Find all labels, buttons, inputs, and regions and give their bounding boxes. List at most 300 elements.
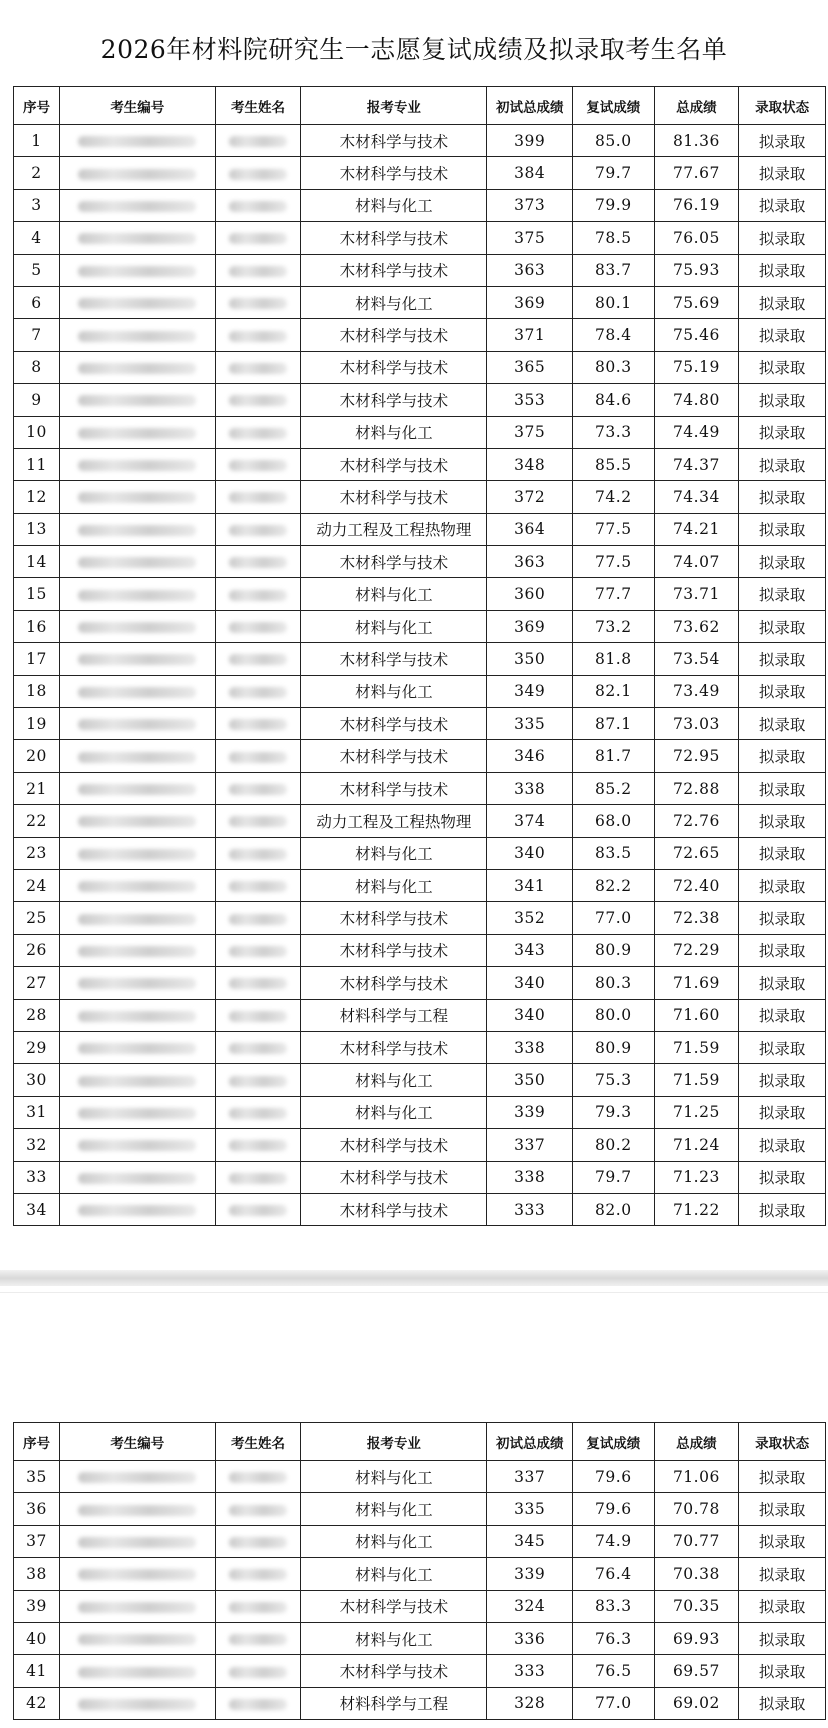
cell-candidate-name — [215, 1064, 301, 1096]
cell-candidate-name — [215, 675, 301, 707]
cell-admission-status: 拟录取 — [739, 967, 826, 999]
cell-index: 6 — [14, 286, 60, 318]
cell-admission-status: 拟录取 — [739, 772, 826, 804]
cell-index: 9 — [14, 384, 60, 416]
cell-total-score: 72.65 — [654, 837, 739, 869]
redacted-blur — [229, 881, 287, 892]
cell-initial-score: 369 — [487, 610, 573, 642]
cell-admission-status: 拟录取 — [739, 1687, 826, 1719]
cell-index: 31 — [14, 1096, 60, 1128]
cell-retest-score: 81.7 — [573, 740, 655, 772]
cell-candidate-id — [59, 934, 215, 966]
cell-initial-score: 343 — [487, 934, 573, 966]
redacted-blur — [229, 1569, 287, 1580]
cell-admission-status: 拟录取 — [739, 1129, 826, 1161]
cell-index: 28 — [14, 999, 60, 1031]
table-row — [14, 351, 826, 383]
redacted-blur — [229, 363, 287, 374]
cell-retest-score: 76.5 — [573, 1655, 655, 1687]
cell-candidate-id — [59, 675, 215, 707]
cell-initial-score: 337 — [487, 1129, 573, 1161]
cell-candidate-id — [59, 837, 215, 869]
cell-major: 木材科学与技术 — [301, 1655, 487, 1687]
table-row — [14, 837, 826, 869]
cell-total-score: 69.02 — [654, 1687, 739, 1719]
cell-candidate-name — [215, 448, 301, 480]
cell-total-score: 71.59 — [654, 1064, 739, 1096]
cell-index: 13 — [14, 513, 60, 545]
page-title: 2026年材料院研究生一志愿复试成绩及拟录取考生名单 — [100, 35, 728, 64]
cell-candidate-name — [215, 1558, 301, 1590]
cell-initial-score: 350 — [487, 643, 573, 675]
cell-total-score: 69.57 — [654, 1655, 739, 1687]
cell-candidate-id — [59, 643, 215, 675]
cell-retest-score: 79.9 — [573, 189, 655, 221]
table-header — [14, 87, 826, 125]
table-row — [14, 578, 826, 610]
cell-total-score: 70.78 — [654, 1493, 739, 1525]
redacted-blur — [78, 784, 196, 795]
cell-index: 2 — [14, 157, 60, 189]
table-row — [14, 869, 826, 901]
cell-admission-status: 拟录取 — [739, 1493, 826, 1525]
cell-index: 17 — [14, 643, 60, 675]
cell-retest-score: 80.9 — [573, 934, 655, 966]
cell-major: 木材科学与技术 — [301, 643, 487, 675]
cell-total-score: 72.40 — [654, 869, 739, 901]
redacted-blur — [229, 1173, 287, 1184]
cell-candidate-id — [59, 222, 215, 254]
cell-retest-score: 77.5 — [573, 513, 655, 545]
cell-major: 木材科学与技术 — [301, 254, 487, 286]
cell-candidate-id — [59, 189, 215, 221]
cell-candidate-name — [215, 1461, 301, 1493]
table-row — [14, 1590, 826, 1622]
redacted-blur — [78, 1076, 196, 1087]
header-index: 序号 — [14, 87, 60, 125]
table-row — [14, 1461, 826, 1493]
cell-candidate-name — [215, 934, 301, 966]
redacted-blur — [229, 525, 287, 536]
redacted-blur — [78, 590, 196, 601]
cell-admission-status: 拟录取 — [739, 448, 826, 480]
cell-retest-score: 79.7 — [573, 1161, 655, 1193]
cell-initial-score: 373 — [487, 189, 573, 221]
table-row — [14, 416, 826, 448]
cell-initial-score: 341 — [487, 869, 573, 901]
table-row — [14, 934, 826, 966]
cell-index: 38 — [14, 1558, 60, 1590]
header-major: 报考专业 — [301, 87, 487, 125]
header-candidate-id: 考生编号 — [59, 1423, 215, 1461]
cell-initial-score: 364 — [487, 513, 573, 545]
redacted-blur — [229, 557, 287, 568]
cell-major: 材料科学与工程 — [301, 1687, 487, 1719]
cell-admission-status: 拟录取 — [739, 934, 826, 966]
cell-candidate-id — [59, 805, 215, 837]
cell-major: 木材科学与技术 — [301, 384, 487, 416]
cell-index: 1 — [14, 125, 60, 157]
cell-candidate-id — [59, 125, 215, 157]
redacted-blur — [229, 1043, 287, 1054]
cell-total-score: 72.88 — [654, 772, 739, 804]
page-separator-line — [0, 1292, 828, 1293]
cell-admission-status: 拟录取 — [739, 351, 826, 383]
cell-admission-status: 拟录取 — [739, 319, 826, 351]
cell-candidate-name — [215, 1193, 301, 1225]
cell-initial-score: 363 — [487, 546, 573, 578]
cell-major: 木材科学与技术 — [301, 1590, 487, 1622]
cell-major: 动力工程及工程热物理 — [301, 513, 487, 545]
redacted-blur — [78, 1667, 196, 1678]
redacted-blur — [78, 1505, 196, 1516]
cell-initial-score: 371 — [487, 319, 573, 351]
redacted-blur — [78, 622, 196, 633]
cell-major: 木材科学与技术 — [301, 902, 487, 934]
cell-candidate-name — [215, 740, 301, 772]
cell-index: 37 — [14, 1525, 60, 1557]
cell-initial-score: 328 — [487, 1687, 573, 1719]
cell-major: 材料与化工 — [301, 1461, 487, 1493]
cell-major: 材料与化工 — [301, 189, 487, 221]
cell-index: 11 — [14, 448, 60, 480]
redacted-blur — [229, 1537, 287, 1548]
cell-admission-status: 拟录取 — [739, 1193, 826, 1225]
cell-retest-score: 76.4 — [573, 1558, 655, 1590]
header-major: 报考专业 — [301, 1423, 487, 1461]
cell-admission-status: 拟录取 — [739, 1525, 826, 1557]
cell-major: 材料与化工 — [301, 1622, 487, 1654]
redacted-blur — [78, 849, 196, 860]
redacted-blur — [78, 1011, 196, 1022]
redacted-blur — [78, 946, 196, 957]
cell-candidate-id — [59, 1064, 215, 1096]
cell-total-score: 74.07 — [654, 546, 739, 578]
cell-total-score: 76.05 — [654, 222, 739, 254]
cell-candidate-name — [215, 967, 301, 999]
table-row — [14, 708, 826, 740]
cell-major: 材料与化工 — [301, 286, 487, 318]
cell-candidate-id — [59, 1525, 215, 1557]
cell-retest-score: 83.3 — [573, 1590, 655, 1622]
cell-candidate-id — [59, 1655, 215, 1687]
cell-major: 材料与化工 — [301, 869, 487, 901]
cell-candidate-name — [215, 1525, 301, 1557]
redacted-blur — [78, 1602, 196, 1613]
redacted-blur — [229, 1108, 287, 1119]
cell-admission-status: 拟录取 — [739, 546, 826, 578]
cell-initial-score: 360 — [487, 578, 573, 610]
cell-candidate-name — [215, 351, 301, 383]
cell-retest-score: 73.3 — [573, 416, 655, 448]
cell-index: 35 — [14, 1461, 60, 1493]
redacted-blur — [229, 1205, 287, 1216]
redacted-blur — [229, 1699, 287, 1710]
redacted-blur — [229, 978, 287, 989]
cell-candidate-name — [215, 869, 301, 901]
cell-admission-status: 拟录取 — [739, 125, 826, 157]
cell-admission-status: 拟录取 — [739, 416, 826, 448]
cell-retest-score: 76.3 — [573, 1622, 655, 1654]
cell-index: 8 — [14, 351, 60, 383]
cell-retest-score: 82.1 — [573, 675, 655, 707]
cell-admission-status: 拟录取 — [739, 222, 826, 254]
redacted-blur — [229, 687, 287, 698]
cell-major: 木材科学与技术 — [301, 351, 487, 383]
cell-major: 木材科学与技术 — [301, 708, 487, 740]
cell-candidate-id — [59, 869, 215, 901]
table-row — [14, 1031, 826, 1063]
redacted-blur — [78, 1569, 196, 1580]
cell-candidate-id — [59, 1161, 215, 1193]
table-row — [14, 1558, 826, 1590]
redacted-blur — [229, 849, 287, 860]
cell-major: 木材科学与技术 — [301, 157, 487, 189]
table-row — [14, 999, 826, 1031]
cell-index: 26 — [14, 934, 60, 966]
table-row — [14, 805, 826, 837]
cell-initial-score: 338 — [487, 1031, 573, 1063]
cell-total-score: 73.54 — [654, 643, 739, 675]
cell-initial-score: 375 — [487, 222, 573, 254]
cell-total-score: 75.46 — [654, 319, 739, 351]
cell-initial-score: 352 — [487, 902, 573, 934]
cell-candidate-id — [59, 157, 215, 189]
cell-admission-status: 拟录取 — [739, 999, 826, 1031]
cell-initial-score: 375 — [487, 416, 573, 448]
cell-candidate-id — [59, 481, 215, 513]
cell-candidate-name — [215, 1161, 301, 1193]
cell-retest-score: 80.3 — [573, 351, 655, 383]
cell-retest-score: 83.7 — [573, 254, 655, 286]
redacted-blur — [78, 1537, 196, 1548]
cell-retest-score: 79.3 — [573, 1096, 655, 1128]
redacted-blur — [78, 525, 196, 536]
cell-index: 12 — [14, 481, 60, 513]
redacted-blur — [229, 298, 287, 309]
cell-admission-status: 拟录取 — [739, 1558, 826, 1590]
cell-initial-score: 348 — [487, 448, 573, 480]
redacted-blur — [229, 169, 287, 180]
cell-candidate-name — [215, 578, 301, 610]
cell-candidate-id — [59, 999, 215, 1031]
cell-candidate-id — [59, 967, 215, 999]
cell-major: 材料科学与工程 — [301, 999, 487, 1031]
cell-index: 16 — [14, 610, 60, 642]
redacted-blur — [78, 1699, 196, 1710]
cell-initial-score: 369 — [487, 286, 573, 318]
cell-retest-score: 80.9 — [573, 1031, 655, 1063]
cell-retest-score: 80.3 — [573, 967, 655, 999]
cell-initial-score: 350 — [487, 1064, 573, 1096]
cell-candidate-name — [215, 1096, 301, 1128]
redacted-blur — [78, 1634, 196, 1645]
cell-admission-status: 拟录取 — [739, 1461, 826, 1493]
cell-candidate-id — [59, 772, 215, 804]
cell-major: 材料与化工 — [301, 1558, 487, 1590]
cell-retest-score: 77.7 — [573, 578, 655, 610]
cell-major: 动力工程及工程热物理 — [301, 805, 487, 837]
redacted-blur — [78, 460, 196, 471]
redacted-blur — [229, 654, 287, 665]
header-index: 序号 — [14, 1423, 60, 1461]
header-retest-score: 复试成绩 — [573, 1423, 655, 1461]
redacted-blur — [229, 1667, 287, 1678]
cell-candidate-id — [59, 384, 215, 416]
cell-major: 材料与化工 — [301, 1525, 487, 1557]
cell-candidate-id — [59, 546, 215, 578]
cell-candidate-id — [59, 1193, 215, 1225]
cell-initial-score: 363 — [487, 254, 573, 286]
redacted-blur — [78, 1108, 196, 1119]
cell-index: 10 — [14, 416, 60, 448]
cell-major: 木材科学与技术 — [301, 319, 487, 351]
redacted-blur — [229, 1505, 287, 1516]
redacted-blur — [78, 266, 196, 277]
cell-major: 木材科学与技术 — [301, 1031, 487, 1063]
redacted-blur — [229, 719, 287, 730]
table-row — [14, 1064, 826, 1096]
cell-total-score: 75.19 — [654, 351, 739, 383]
cell-index: 40 — [14, 1622, 60, 1654]
redacted-blur — [229, 784, 287, 795]
cell-admission-status: 拟录取 — [739, 1096, 826, 1128]
redacted-blur — [78, 1140, 196, 1151]
cell-total-score: 72.38 — [654, 902, 739, 934]
cell-candidate-name — [215, 772, 301, 804]
cell-candidate-id — [59, 708, 215, 740]
cell-major: 材料与化工 — [301, 1493, 487, 1525]
header-initial-score: 初试总成绩 — [487, 1423, 573, 1461]
cell-retest-score: 87.1 — [573, 708, 655, 740]
cell-initial-score: 365 — [487, 351, 573, 383]
table-row — [14, 967, 826, 999]
cell-major: 材料与化工 — [301, 416, 487, 448]
redacted-blur — [229, 1634, 287, 1645]
cell-candidate-id — [59, 578, 215, 610]
cell-major: 材料与化工 — [301, 1064, 487, 1096]
table-row — [14, 384, 826, 416]
cell-retest-score: 79.6 — [573, 1493, 655, 1525]
cell-retest-score: 82.0 — [573, 1193, 655, 1225]
cell-admission-status: 拟录取 — [739, 643, 826, 675]
cell-candidate-name — [215, 999, 301, 1031]
table-row — [14, 286, 826, 318]
cell-candidate-id — [59, 1461, 215, 1493]
cell-candidate-id — [59, 319, 215, 351]
cell-initial-score: 346 — [487, 740, 573, 772]
cell-admission-status: 拟录取 — [739, 1064, 826, 1096]
cell-initial-score: 384 — [487, 157, 573, 189]
redacted-blur — [78, 169, 196, 180]
redacted-blur — [78, 719, 196, 730]
header-admission-status: 录取状态 — [739, 1423, 826, 1461]
cell-index: 29 — [14, 1031, 60, 1063]
cell-candidate-id — [59, 1590, 215, 1622]
cell-initial-score: 336 — [487, 1622, 573, 1654]
cell-index: 24 — [14, 869, 60, 901]
cell-candidate-id — [59, 740, 215, 772]
cell-total-score: 69.93 — [654, 1622, 739, 1654]
cell-index: 42 — [14, 1687, 60, 1719]
cell-candidate-id — [59, 286, 215, 318]
table-row — [14, 189, 826, 221]
cell-total-score: 71.59 — [654, 1031, 739, 1063]
page-separator — [0, 1270, 828, 1286]
cell-total-score: 71.22 — [654, 1193, 739, 1225]
cell-total-score: 81.36 — [654, 125, 739, 157]
cell-index: 41 — [14, 1655, 60, 1687]
cell-retest-score: 84.6 — [573, 384, 655, 416]
table-row — [14, 610, 826, 642]
cell-major: 材料与化工 — [301, 610, 487, 642]
cell-admission-status: 拟录取 — [739, 157, 826, 189]
cell-major: 材料与化工 — [301, 578, 487, 610]
redacted-blur — [78, 201, 196, 212]
header-candidate-name: 考生姓名 — [215, 1423, 301, 1461]
cell-index: 30 — [14, 1064, 60, 1096]
cell-total-score: 73.62 — [654, 610, 739, 642]
table-row — [14, 643, 826, 675]
redacted-blur — [229, 1472, 287, 1483]
table-row — [14, 902, 826, 934]
cell-admission-status: 拟录取 — [739, 869, 826, 901]
table-header — [14, 1423, 826, 1461]
cell-admission-status: 拟录取 — [739, 1161, 826, 1193]
redacted-blur — [78, 654, 196, 665]
table-row — [14, 448, 826, 480]
cell-total-score: 74.80 — [654, 384, 739, 416]
redacted-blur — [78, 816, 196, 827]
cell-index: 3 — [14, 189, 60, 221]
cell-retest-score: 78.5 — [573, 222, 655, 254]
cell-candidate-name — [215, 837, 301, 869]
cell-candidate-id — [59, 1129, 215, 1161]
cell-retest-score: 83.5 — [573, 837, 655, 869]
cell-total-score: 74.34 — [654, 481, 739, 513]
cell-candidate-name — [215, 805, 301, 837]
cell-candidate-name — [215, 189, 301, 221]
cell-admission-status: 拟录取 — [739, 1622, 826, 1654]
cell-major: 材料与化工 — [301, 675, 487, 707]
table-row — [14, 513, 826, 545]
table-body — [14, 125, 826, 1226]
cell-retest-score: 77.0 — [573, 902, 655, 934]
cell-candidate-id — [59, 1031, 215, 1063]
cell-initial-score: 333 — [487, 1655, 573, 1687]
cell-candidate-name — [215, 513, 301, 545]
cell-index: 32 — [14, 1129, 60, 1161]
cell-index: 34 — [14, 1193, 60, 1225]
table-row — [14, 222, 826, 254]
cell-candidate-id — [59, 902, 215, 934]
redacted-blur — [78, 1173, 196, 1184]
cell-major: 材料与化工 — [301, 1096, 487, 1128]
cell-admission-status: 拟录取 — [739, 384, 826, 416]
cell-major: 材料与化工 — [301, 837, 487, 869]
cell-major: 木材科学与技术 — [301, 772, 487, 804]
cell-candidate-name — [215, 384, 301, 416]
table-row — [14, 1493, 826, 1525]
redacted-blur — [78, 298, 196, 309]
cell-index: 15 — [14, 578, 60, 610]
cell-major: 木材科学与技术 — [301, 125, 487, 157]
cell-admission-status: 拟录取 — [739, 1031, 826, 1063]
cell-index: 22 — [14, 805, 60, 837]
cell-major: 木材科学与技术 — [301, 740, 487, 772]
cell-candidate-name — [215, 1687, 301, 1719]
cell-major: 木材科学与技术 — [301, 481, 487, 513]
